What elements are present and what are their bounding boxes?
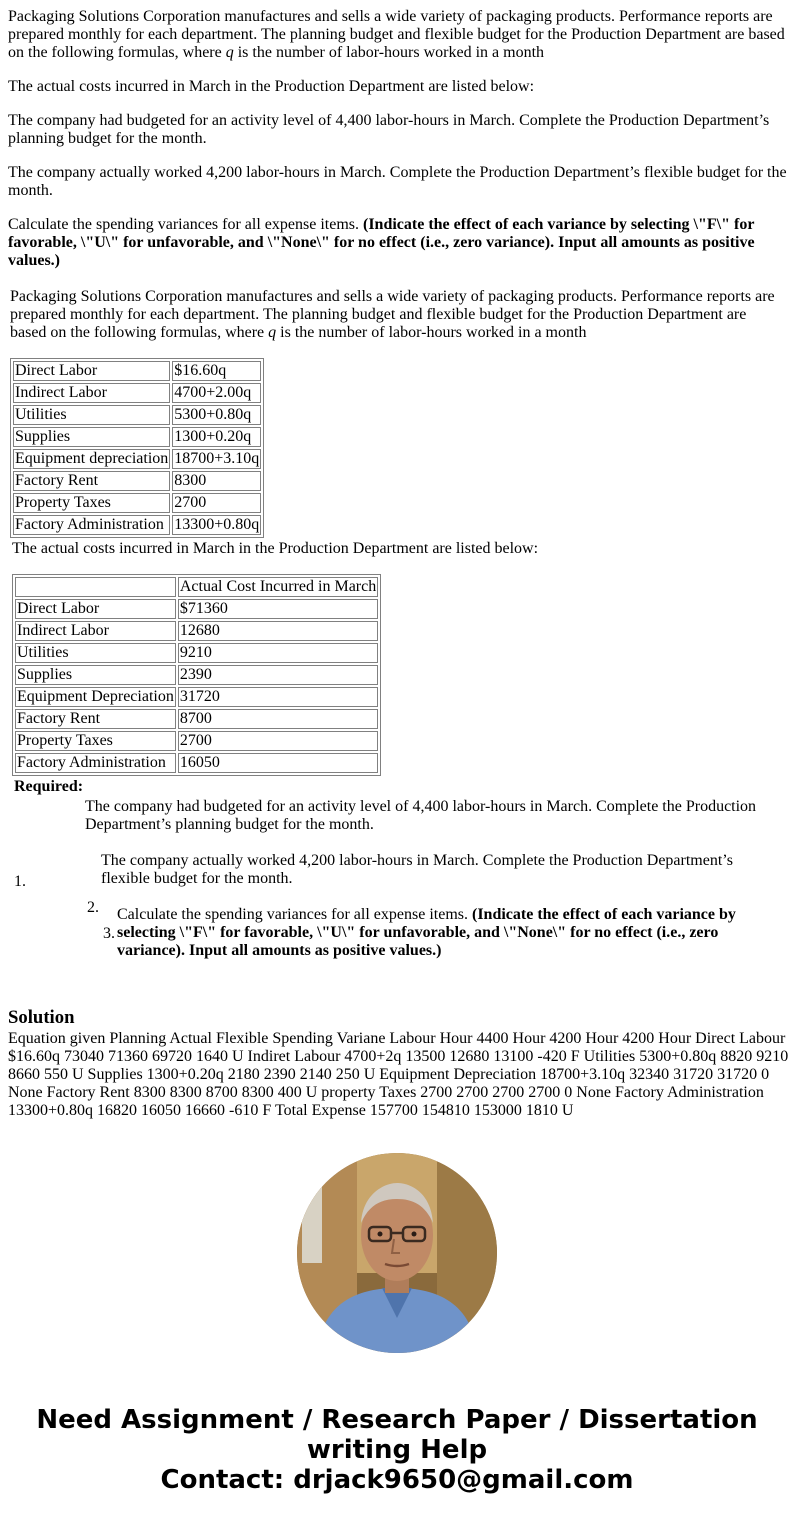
expense-name-cell: Utilities (13, 405, 170, 425)
actual-cost-cell: 16050 (178, 753, 378, 773)
table-row (15, 621, 378, 641)
list-number: 1. (14, 873, 26, 890)
formula-cell: 5300+0.80q (172, 405, 261, 425)
formulas-table (10, 358, 264, 538)
column-header (15, 577, 176, 597)
table-row (13, 493, 261, 513)
actual-cost-cell: 12680 (178, 621, 378, 641)
column-header: Actual Cost Incurred in March (179, 578, 377, 595)
solution-text: Equation given Planning Actual Flexible Spending Variane Labour Hour 4400 Hour 4200 Hour 4200 Hour Direct Labour $16.60q 73040 71360 69720 1640 U Indiret Labour 4700+2q 13500 12680 13100 -420 F Utilities 5300+0.80q 8820 9210 8660 550 U Supplies 1300+0.20q 2180 2390 2140 250 U Equipment Depreciation 18700+3.10q 32340 31720 31720 0 None Factory Rent 8300 8300 8700 8300 400 U property Taxes 2700 2700 2700 2700 0 None Factory Administration 13300+0.80q 16820 16050 16660 -610 F Total Expense 157700 154810 153000 1810 U (8, 1030, 789, 1119)
table-row (13, 449, 261, 469)
formula-cell: 2700 (172, 493, 261, 513)
formula-cell: $16.60q (172, 361, 261, 381)
table-row (15, 731, 378, 751)
expense-name-cell: Supplies (15, 665, 176, 685)
question-1-text: The company had budgeted for an activity level of 4,400 labor-hours in March. Complete the Production Department’s planning budget for the month. (8, 112, 770, 147)
table-row (13, 427, 261, 447)
intro-paragraph: Packaging Solutions Corporation manufactures and sells a wide variety of packaging products. Performance reports are prepared monthly for each department. The planning budget and flexible budget for the Production Department are based on the following formulas, where q is the number of labor-hours worked in a month (8, 8, 785, 61)
actual-cost-cell: 31720 (178, 687, 378, 707)
banner-line-1: Need Assignment / Research Paper / Dissertation (36, 1405, 758, 1435)
expense-name-cell: Indirect Labor (13, 383, 170, 403)
table-row (13, 405, 261, 425)
table-row (15, 709, 378, 729)
table-header-row (15, 577, 378, 597)
formula-cell: 4700+2.00q (172, 383, 261, 403)
question-3-text: Calculate the spending variances for all expense items. (Indicate the effect of each variance by selecting \"F\" for favorable, \"U\" for unfavorable, and \"None\" for no effect (i.e., zero variance). Input all amounts as positive values.) (8, 216, 755, 269)
table-row (15, 687, 378, 707)
requirement-1: The company had budgeted for an activity level of 4,400 labor-hours in March. Complete the Production Department’s planning budget for the month. (85, 798, 757, 833)
requirement-2: The company actually worked 4,200 labor-hours in March. Complete the Production Department’s flexible budget for the month. (101, 852, 733, 887)
expense-name-cell: Utilities (15, 643, 176, 663)
formula-cell: 1300+0.20q (172, 427, 261, 447)
expense-name-cell: Property Taxes (13, 493, 170, 513)
table-row (13, 471, 261, 491)
actual-costs-intro-box: The actual costs incurred in March in the Production Department are listed below: (12, 540, 539, 557)
actual-cost-cell: 2390 (178, 665, 378, 685)
actual-costs-table (12, 574, 381, 776)
table-row (15, 643, 378, 663)
promo-banner (0, 1405, 794, 1495)
expense-name-cell: Equipment depreciation (15, 450, 169, 467)
list-number: 3. (103, 925, 115, 942)
expense-name-cell: Direct Labor (15, 599, 176, 619)
required-label: Required: (14, 778, 84, 795)
banner-contact: Contact: drjack9650@gmail.com (160, 1465, 634, 1495)
table-row (15, 753, 378, 773)
table-row (13, 515, 261, 535)
table-row (13, 383, 261, 403)
expense-name-cell: Supplies (13, 427, 170, 447)
formula-cell: 13300+0.80q (174, 516, 260, 533)
table-row (13, 361, 261, 381)
table-row (15, 599, 378, 619)
formula-cell: 18700+3.10q (174, 450, 260, 467)
expense-name-cell: Equipment Depreciation (17, 688, 174, 705)
expense-name-cell: Factory Rent (13, 471, 170, 491)
problem-box (10, 288, 786, 959)
expense-name-cell: Indirect Labor (15, 621, 176, 641)
solution-title: Solution (8, 1006, 75, 1028)
author-portrait-illustration (297, 1153, 497, 1353)
actual-costs-intro: The actual costs incurred in March in the Production Department are listed below: (8, 78, 535, 95)
actual-cost-cell: 9210 (178, 643, 378, 663)
table-row (15, 665, 378, 685)
author-photo (297, 1153, 497, 1353)
actual-cost-cell: 8700 (178, 709, 378, 729)
expense-name-cell: Factory Administration (13, 515, 170, 535)
question-2-text: The company actually worked 4,200 labor-hours in March. Complete the Production Department’s flexible budget for the month. (8, 164, 787, 199)
banner-line-2: writing Help (306, 1435, 488, 1465)
expense-name-cell: Factory Rent (15, 709, 176, 729)
expense-name-cell: Factory Administration (15, 753, 176, 773)
actual-cost-cell: 2700 (178, 731, 378, 751)
problem-intro: Packaging Solutions Corporation manufactures and sells a wide variety of packaging products. Performance reports are prepared monthly for each department. The planning budget and flexible budget for the Production Department are based on the following formulas, where q is the number of labor-hours worked in a month (10, 288, 775, 341)
expense-name-cell: Property Taxes (15, 731, 176, 751)
list-number: 2. (87, 899, 99, 916)
actual-cost-cell: $71360 (178, 599, 378, 619)
requirement-3: Calculate the spending variances for all expense items. (Indicate the effect of each variance by selecting \"F\" for favorable, \"U\" for unfavorable, and \"None\" for no effect (i.e., zero variance). Input all amounts as positive values.) (117, 906, 736, 959)
expense-name-cell: Direct Labor (13, 361, 170, 381)
formula-cell: 8300 (172, 471, 261, 491)
